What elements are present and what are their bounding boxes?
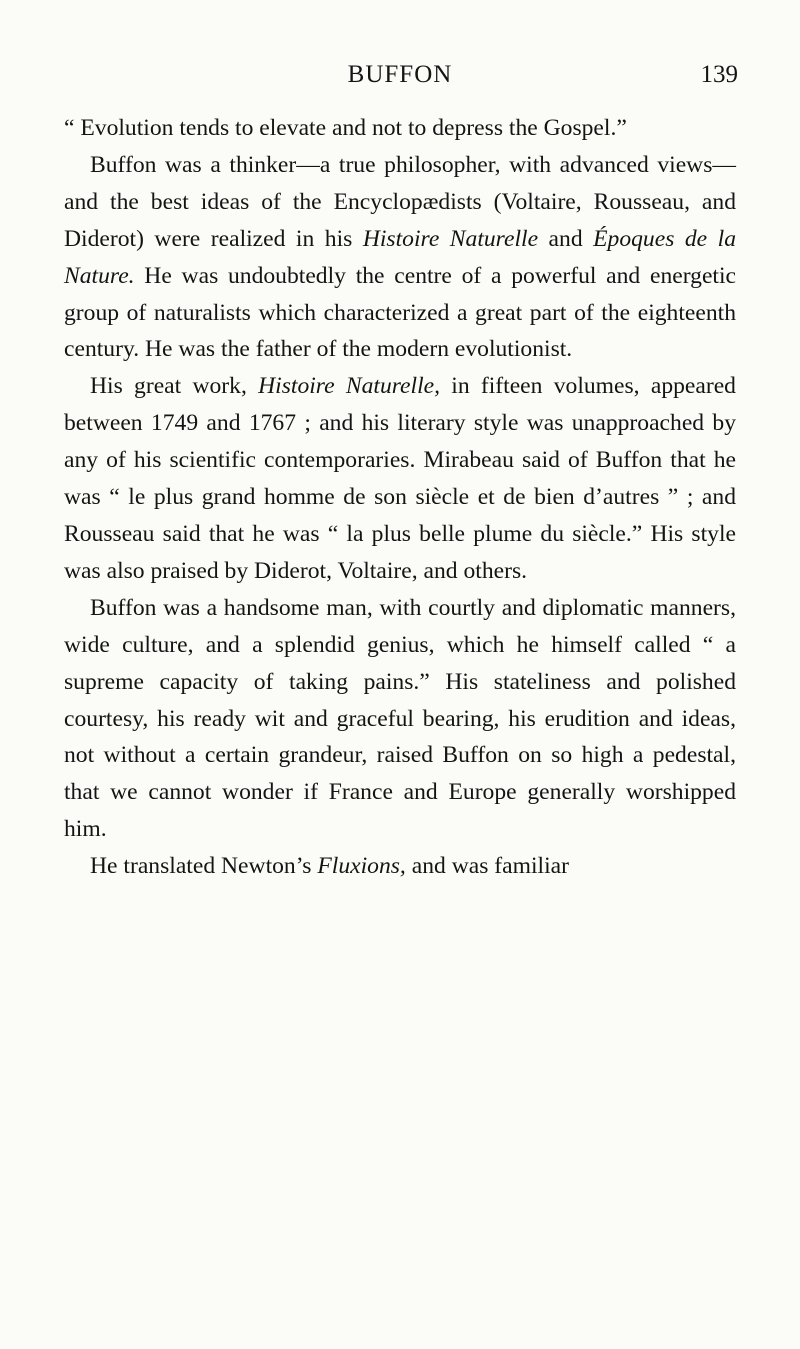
text-segment: and was familiar [405,853,569,880]
text-segment: Buffon was a thinker—a true philosopher, with advanced views—and the best ideas of the Encyclopædists (Voltaire, Rousseau, and Diderot) were realized in his [64,151,736,252]
paragraph-newton [64,848,736,885]
body-text [64,110,736,885]
book-title-histoire: Histoire Naturelle [362,225,539,252]
running-head: BUFFON [347,61,453,88]
text-segment: in fifteen volumes, appeared between 1749 and 1767 ; and his literary style was unapproached by any of his scientific contemporaries. Mirabeau said of Buffon that he was “ le plus grand homme de son siècle et de bien d’autres ” ; and Rousseau said that he was “ la plus belle plume du siècle.” His style was also praised by Diderot, Voltaire, and others. [64,373,736,584]
paragraph-great-work [64,368,736,589]
text-segment: and [538,225,594,252]
text-segment: “ Evolution tends to elevate and not to depress the Gospel.” [64,115,627,141]
text-segment: He was undoubtedly the centre of a powerful and energetic group of naturalists which characterized a great part of the eighteenth century. He was the father of the modern evolutionist. [64,262,736,363]
page-number: 139 [700,61,738,88]
paragraph-buffon-thinker [64,147,736,368]
book-title-epoques: Époques de la Nature. [64,225,737,289]
book-title-histoire: Histoire Naturelle, [258,373,440,400]
paragraph-handsome-man [64,590,736,848]
book-title-fluxions: Fluxions, [317,853,406,880]
text-segment: His great work, [90,373,259,400]
paragraph-gospel-quote [64,110,736,147]
page-header [0,60,800,96]
text-segment: He translated Newton’s [90,853,318,880]
text-segment: Buffon was a handsome man, with courtly and diplomatic manners, wide culture, and a splendid genius, which he himself called “ a supreme capacity of taking pains.” His stateliness and polished courtesy, his ready wit and graceful bearing, his erudition and ideas, not without a certain grandeur, raised Buffon on so high a pedestal, that we cannot wonder if France and Europe generally worshipped him. [64,594,736,843]
